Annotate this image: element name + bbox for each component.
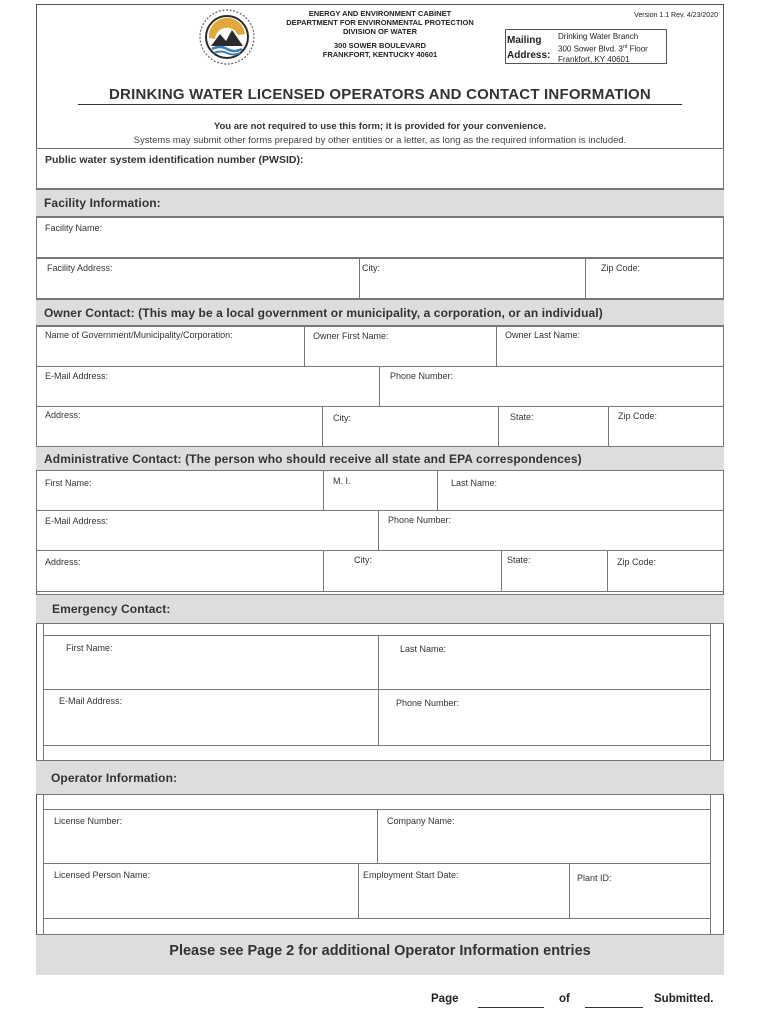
facility-address-label: Facility Address: — [47, 263, 113, 273]
admin-last-name-label: Last Name: — [451, 478, 498, 488]
page-number-field[interactable] — [478, 1007, 544, 1008]
operator-plant-id-field[interactable] — [569, 863, 711, 919]
emergency-heading: Emergency Contact: — [52, 602, 171, 616]
mailing-address-box — [505, 29, 667, 64]
emergency-last-name-label: Last Name: — [400, 644, 447, 654]
facility-city-field[interactable] — [359, 258, 586, 299]
owner-last-name-label: Owner Last Name: — [505, 330, 581, 340]
owner-email-label: E-Mail Address: — [45, 371, 109, 381]
mailing-label — [507, 33, 550, 63]
operator-start-date-label: Employment Start Date: — [363, 870, 459, 880]
admin-email-label: E-Mail Address: — [45, 516, 109, 526]
admin-phone-label: Phone Number: — [388, 515, 452, 525]
facility-name-label: Facility Name: — [45, 223, 103, 233]
owner-address-label: Address: — [45, 410, 81, 420]
agency-line-1: ENERGY AND ENVIRONMENT CABINET — [308, 9, 452, 18]
admin-heading: Administrative Contact: (The person who should receive all state and EPA correspondences) — [44, 452, 582, 466]
of-label: of — [559, 993, 570, 1005]
emergency-phone-label: Phone Number: — [396, 698, 460, 708]
operator-company-label: Company Name: — [387, 816, 455, 826]
mailing-line-2 — [558, 42, 648, 55]
mailing-address-lines — [558, 32, 648, 65]
owner-first-name-label: Owner First Name: — [313, 331, 389, 341]
owner-phone-label: Phone Number: — [390, 371, 454, 381]
operator-heading: Operator Information: — [51, 771, 178, 785]
mailing-label-2: Address: — [507, 50, 551, 61]
form-title: DRINKING WATER LICENSED OPERATORS AND CONTACT INFORMATION — [78, 86, 682, 105]
operator-plant-id-label: Plant ID: — [577, 873, 612, 883]
mailing-label-1: Mailing — [507, 35, 542, 46]
emergency-first-name-label: First Name: — [66, 643, 113, 653]
admin-zip-label: Zip Code: — [617, 557, 657, 567]
emergency-email-label: E-Mail Address: — [59, 696, 123, 706]
owner-city-label: City: — [333, 413, 351, 423]
version-label: Version 1.1 Rev. 4/23/2020 — [634, 12, 718, 19]
convenience-note: You are not required to use this form; it is provided for your convenience. — [213, 121, 547, 132]
agency-block — [262, 9, 498, 59]
operator-person-label: Licensed Person Name: — [54, 870, 151, 880]
owner-heading: Owner Contact: (This may be a local government or municipality, a corporation, or an individual) — [44, 306, 603, 320]
admin-first-name-field[interactable] — [36, 470, 324, 511]
facility-zip-label: Zip Code: — [601, 263, 641, 273]
operator-license-label: License Number: — [54, 816, 123, 826]
page-2-note: Please see Page 2 for additional Operator Information entries — [169, 943, 591, 959]
facility-city-label: City: — [362, 263, 380, 273]
agency-city-state: FRANKFORT, KENTUCKY 40601 — [322, 50, 438, 59]
mailing-line-2-sup: rd — [622, 44, 628, 50]
facility-heading: Facility Information: — [44, 196, 161, 210]
admin-address-label: Address: — [45, 557, 81, 567]
mailing-line-2a: 300 Sower Blvd. 3 — [558, 44, 623, 54]
admin-city-label: City: — [354, 555, 372, 565]
mailing-line-1: Drinking Water Branch — [558, 32, 639, 41]
submitted-label: Submitted. — [654, 993, 714, 1005]
admin-first-name-label: First Name: — [45, 478, 92, 488]
agency-line-2: DEPARTMENT FOR ENVIRONMENTAL PROTECTION — [286, 18, 474, 27]
owner-state-label: State: — [510, 412, 534, 422]
division-of-water-logo — [198, 8, 256, 66]
other-forms-note: Systems may submit other forms prepared by other entities or a letter, as long as the required information is included. — [133, 135, 627, 146]
owner-org-label: Name of Government/Municipality/Corporation: — [45, 330, 233, 340]
admin-city-field[interactable] — [323, 550, 502, 592]
facility-name-field[interactable] — [36, 217, 724, 258]
mailing-line-3: Frankfort, KY 40601 — [558, 54, 630, 64]
page-label: Page — [431, 993, 459, 1005]
pwsid-label: Public water system identification number (PWSID): — [45, 154, 304, 166]
mailing-line-2b: Floor — [627, 44, 648, 54]
admin-last-name-field[interactable] — [437, 470, 724, 511]
agency-line-3: DIVISION OF WATER — [342, 27, 418, 36]
admin-mi-label: M. I. — [333, 476, 351, 486]
admin-state-label: State: — [507, 555, 531, 565]
total-pages-field[interactable] — [585, 1007, 643, 1008]
owner-zip-label: Zip Code: — [618, 411, 658, 421]
agency-street: 300 SOWER BOULEVARD — [334, 41, 426, 50]
